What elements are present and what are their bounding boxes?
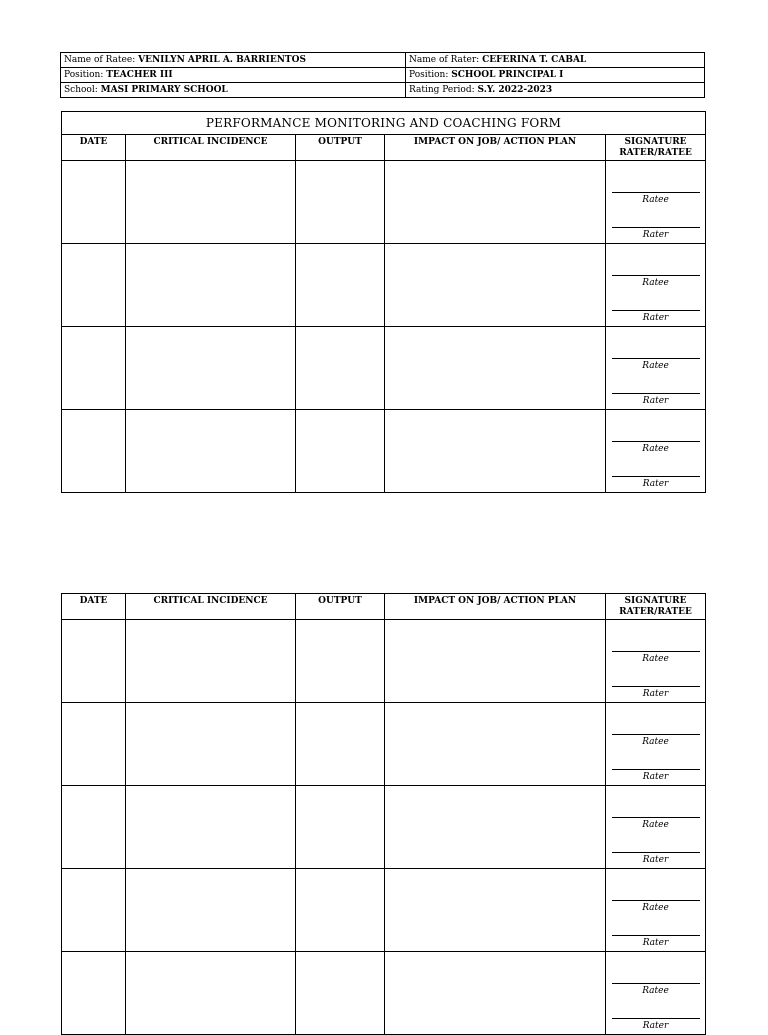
entry-row (62, 786, 706, 869)
header-row (62, 135, 706, 161)
signature-header (606, 135, 706, 161)
ratee-position: TEACHER III (106, 70, 173, 80)
entry-row (62, 410, 706, 493)
ratee-signature (611, 275, 700, 288)
signature-line (612, 227, 700, 228)
rater-label: Rater (642, 938, 669, 948)
signature-line (612, 769, 700, 770)
date-cell[interactable] (62, 327, 126, 410)
signature-line (612, 983, 700, 984)
critical-incidence-cell[interactable] (126, 161, 296, 244)
entry-row (62, 161, 706, 244)
output-header: OUTPUT (296, 594, 385, 620)
impact-header: IMPACT ON JOB/ ACTION PLAN (385, 135, 606, 161)
ratee-signature (611, 651, 700, 664)
date-cell[interactable] (62, 952, 126, 1035)
info-row (61, 68, 705, 83)
impact-cell[interactable] (385, 869, 606, 952)
entry-row (62, 703, 706, 786)
output-cell[interactable] (296, 786, 385, 869)
impact-cell[interactable] (385, 327, 606, 410)
impact-header: IMPACT ON JOB/ ACTION PLAN (385, 594, 606, 620)
output-cell[interactable] (296, 327, 385, 410)
signature-header-line1: SIGNATURE (624, 137, 687, 147)
signature-line (612, 441, 700, 442)
date-cell[interactable] (62, 410, 126, 493)
impact-cell[interactable] (385, 161, 606, 244)
ratee-label: Ratee (642, 737, 669, 747)
entry-row (62, 620, 706, 703)
ratee-label: Ratee (642, 654, 669, 664)
critical-incidence-cell[interactable] (126, 703, 296, 786)
rater-name: CEFERINA T. CABAL (482, 55, 587, 65)
rater-signature (611, 476, 700, 489)
rating-period-cell (406, 83, 705, 98)
output-cell[interactable] (296, 244, 385, 327)
signature-cell[interactable] (606, 869, 706, 952)
signature-cell[interactable] (606, 410, 706, 493)
signature-line (612, 852, 700, 853)
rater-signature (611, 852, 700, 865)
rater-label: Rater (642, 396, 669, 406)
signature-line (612, 817, 700, 818)
rater-label: Rater (642, 230, 669, 240)
signature-line (612, 935, 700, 936)
entry-row (62, 952, 706, 1035)
signature-header-line2: RATER/RATEE (619, 607, 692, 617)
date-cell[interactable] (62, 703, 126, 786)
school-label: School: (64, 85, 98, 95)
school-name: MASI PRIMARY SCHOOL (100, 85, 228, 95)
critical-incidence-cell[interactable] (126, 869, 296, 952)
school-cell (61, 83, 406, 98)
date-cell[interactable] (62, 244, 126, 327)
info-row (61, 53, 705, 68)
signature-cell[interactable] (606, 786, 706, 869)
rater-signature (611, 935, 700, 948)
impact-cell[interactable] (385, 620, 606, 703)
ratee-name-cell (61, 53, 406, 68)
ratee-label: Ratee (642, 195, 669, 205)
rater-signature (611, 227, 700, 240)
ratee-label: Ratee (642, 820, 669, 830)
signature-cell[interactable] (606, 161, 706, 244)
output-cell[interactable] (296, 952, 385, 1035)
date-cell[interactable] (62, 620, 126, 703)
signature-line (612, 900, 700, 901)
ratee-position-cell (61, 68, 406, 83)
signature-line (612, 734, 700, 735)
signature-line (612, 393, 700, 394)
rater-name-cell (406, 53, 705, 68)
critical-incidence-cell[interactable] (126, 244, 296, 327)
date-cell[interactable] (62, 869, 126, 952)
rater-label: Rater (642, 479, 669, 489)
coaching-form-table (61, 111, 706, 493)
output-cell[interactable] (296, 410, 385, 493)
signature-header-line2: RATER/RATEE (619, 148, 692, 158)
ratee-signature (611, 900, 700, 913)
ratee-signature (611, 192, 700, 205)
signature-line (612, 275, 700, 276)
signature-cell[interactable] (606, 327, 706, 410)
date-cell[interactable] (62, 786, 126, 869)
rater-label: Rater (642, 689, 669, 699)
ratee-label: Ratee (642, 903, 669, 913)
critical-incidence-cell[interactable] (126, 620, 296, 703)
critical-incidence-header: CRITICAL INCIDENCE (126, 594, 296, 620)
ratee-signature (611, 441, 700, 454)
output-cell[interactable] (296, 620, 385, 703)
impact-cell[interactable] (385, 952, 606, 1035)
ratee-label: Ratee (642, 986, 669, 996)
signature-line (612, 651, 700, 652)
rating-period-label: Rating Period: (409, 85, 475, 95)
rater-label: Rater (642, 313, 669, 323)
rating-period: S.Y. 2022-2023 (477, 85, 553, 95)
rater-position-cell (406, 68, 705, 83)
critical-incidence-cell[interactable] (126, 952, 296, 1035)
ratee-signature (611, 983, 700, 996)
signature-cell[interactable] (606, 952, 706, 1035)
impact-cell[interactable] (385, 703, 606, 786)
critical-incidence-cell[interactable] (126, 786, 296, 869)
critical-incidence-cell[interactable] (126, 327, 296, 410)
signature-header (606, 594, 706, 620)
signature-header-line1: SIGNATURE (624, 596, 687, 606)
rater-signature (611, 310, 700, 323)
ratee-signature (611, 358, 700, 371)
output-cell[interactable] (296, 869, 385, 952)
signature-cell[interactable] (606, 703, 706, 786)
signature-line (612, 310, 700, 311)
output-cell[interactable] (296, 161, 385, 244)
ratee-label: Ratee (642, 278, 669, 288)
signature-line (612, 358, 700, 359)
ratee-name-label: Name of Ratee: (64, 55, 136, 65)
rater-label: Rater (642, 1021, 669, 1031)
impact-cell[interactable] (385, 786, 606, 869)
ratee-label: Ratee (642, 361, 669, 371)
rater-signature (611, 686, 700, 699)
rater-signature (611, 1018, 700, 1031)
ratee-signature (611, 817, 700, 830)
rating-info-table (60, 52, 705, 98)
form-title: PERFORMANCE MONITORING AND COACHING FORM (62, 112, 706, 135)
signature-line (612, 1018, 700, 1019)
rater-label: Rater (642, 855, 669, 865)
critical-incidence-cell[interactable] (126, 410, 296, 493)
signature-line (612, 686, 700, 687)
info-row (61, 83, 705, 98)
entry-row (62, 869, 706, 952)
rater-name-label: Name of Rater: (409, 55, 480, 65)
critical-incidence-header: CRITICAL INCIDENCE (126, 135, 296, 161)
signature-cell[interactable] (606, 620, 706, 703)
ratee-signature (611, 734, 700, 747)
date-cell[interactable] (62, 161, 126, 244)
ratee-name: VENILYN APRIL A. BARRIENTOS (138, 55, 306, 65)
ratee-position-label: Position: (64, 70, 104, 80)
header-row (62, 594, 706, 620)
entry-row (62, 244, 706, 327)
date-header: DATE (62, 594, 126, 620)
entry-row (62, 327, 706, 410)
date-header: DATE (62, 135, 126, 161)
rater-signature (611, 393, 700, 406)
rater-position: SCHOOL PRINCIPAL I (451, 70, 564, 80)
signature-line (612, 192, 700, 193)
impact-cell[interactable] (385, 410, 606, 493)
rater-label: Rater (642, 772, 669, 782)
output-cell[interactable] (296, 703, 385, 786)
signature-line (612, 476, 700, 477)
impact-cell[interactable] (385, 244, 606, 327)
rater-position-label: Position: (409, 70, 449, 80)
coaching-form-table (61, 593, 706, 1035)
rater-signature (611, 769, 700, 782)
ratee-label: Ratee (642, 444, 669, 454)
output-header: OUTPUT (296, 135, 385, 161)
signature-cell[interactable] (606, 244, 706, 327)
